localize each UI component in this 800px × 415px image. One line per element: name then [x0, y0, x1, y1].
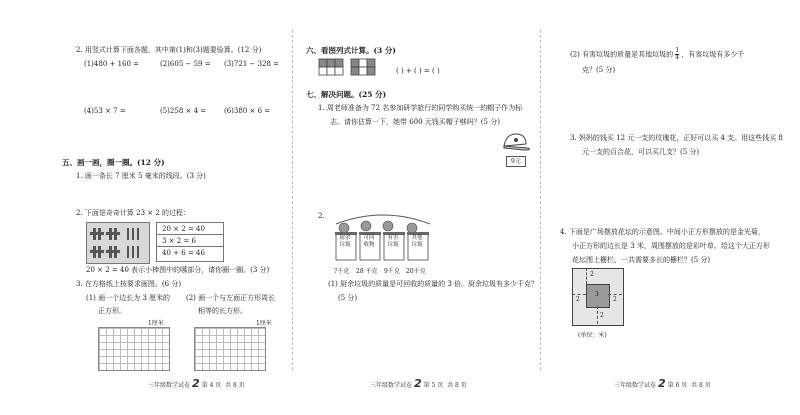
problem-4-line2: 小正方形的边长是 3 米，周围摆放的是彩叶草。给这个大正方形 [572, 242, 770, 250]
calc-note: 20 × 2 = 40 表示小棒图中的哪部分，请你圈一圈。(3 分) [86, 266, 270, 274]
problem-4-line3: 花坛围上栅栏，一共需要多长的栅栏？(5 分) [572, 256, 711, 264]
grid-scale-label: 1厘米 [256, 320, 272, 327]
q3-part1-line2: 正方形。 [98, 307, 126, 315]
bin-label-hazardous: 有害垃圾 [387, 235, 399, 248]
calc-item-5: (5)258 × 4 = [160, 107, 207, 115]
weight-other: 20千克 [406, 268, 426, 275]
question-5-1: 1. 画一条长 7 厘米 5 毫米的线段。(3 分) [76, 172, 206, 180]
footer-page: 第 4 页 [201, 382, 222, 389]
fraction-denominator: 4 [675, 54, 680, 61]
footer-total: 共 8 页 [691, 382, 711, 389]
question-5-2: 2. 下面是奇奇计算 23 × 2 的过程： [76, 209, 191, 217]
price-tag: 9元 [506, 156, 526, 167]
footer-total: 共 8 页 [225, 382, 245, 389]
footer-grade: 三年级数学试卷 [370, 382, 413, 389]
column-divider [292, 30, 293, 370]
grid-scale-label: 1厘米 [148, 320, 164, 327]
calc-item-2: (2)605 − 59 = [160, 60, 211, 68]
expression-blanks[interactable]: ( ) + ( ) = ( ) [396, 67, 440, 75]
dim-top: 2 [590, 271, 594, 278]
calc-step-3: 40 + 6 = 46 [162, 249, 205, 257]
grid-paper-2[interactable] [194, 327, 266, 371]
unit-note: (单位：米) [578, 332, 607, 339]
problem-2-1-line2: (5 分) [338, 294, 358, 302]
problem-3-line1: 3. 妈妈的钱买 12 元一支的玫瑰花，正好可以买 4 支。用这些钱买 8 [570, 134, 783, 142]
dim-inner: 3 [595, 291, 599, 298]
footer-paper-number: 2 [658, 377, 666, 390]
question-2-title: 2. 用竖式计算下面各题，其中第(1)和(3)题要验算。(12 分) [76, 46, 262, 54]
calc-item-6: (6)380 × 6 = [224, 107, 271, 115]
weight-kitchen: ?千克 [334, 268, 350, 275]
column-divider [540, 30, 541, 370]
question-5-3: 3. 在方格纸上按要求画图。(6 分) [76, 280, 182, 288]
grid-paper-1[interactable] [98, 327, 170, 371]
footer-grade: 三年级数学试卷 [614, 382, 657, 389]
sticks-bundles-icon [87, 223, 149, 263]
footer-grade: 三年级数学试卷 [148, 382, 191, 389]
section-6-heading: 六、看图列式计算。(3 分) [306, 46, 396, 55]
section-5-heading: 五、画一画，圈一圈。(12 分) [62, 158, 165, 167]
calc-item-4: (4)53 × 7 = [84, 107, 126, 115]
problem-2-2-text: (2) 有害垃圾的质量是其他垃圾的 [570, 50, 674, 59]
calc-process-box [156, 222, 224, 262]
problem-3-line2: 元一支的百合花，可以买几支？(5 分) [582, 148, 700, 156]
dim-left: 2 [576, 296, 580, 303]
fraction-one-quarter [675, 48, 679, 61]
bin-label-recyclable: 可回收物 [363, 235, 375, 248]
weight-hazardous: 9千克 [384, 268, 400, 275]
sticks-picture [86, 222, 150, 264]
calc-item-1: (1)480 + 160 = [84, 60, 140, 68]
calc-step-1: 20 × 2 = 40 [162, 225, 205, 233]
problem-2-1-line1: (1) 厨余垃圾的质量是可回收的质量的 3 倍。厨余垃圾有多少千克？ [328, 280, 539, 288]
calc-step-2: 3 × 2 = 6 [162, 237, 196, 245]
q3-part1-line1: (1) 画一个边长为 3 厘米的 [86, 294, 171, 302]
footer-paper-number: 2 [414, 377, 422, 390]
problem-1-line2: 志。请你估算一下，她带 600 元钱买帽子够吗？(5 分) [330, 118, 500, 126]
footer-page: 第 5 页 [423, 382, 444, 389]
problem-2-2-line1 [570, 48, 744, 61]
section-7-heading: 七、解决问题。(25 分) [306, 90, 387, 99]
problem-2-2-text-end: ，有害垃圾有多少千 [681, 50, 745, 59]
problem-2-number: 2. [318, 212, 325, 220]
q3-part2-line2: 相等的长方形。 [198, 307, 247, 315]
calc-item-3: (3)721 − 328 = [224, 60, 280, 68]
weight-recyclable: 28 千克 [356, 268, 378, 275]
problem-1-line1: 1. 周老师准备为 72 名参加研学旅行的同学购买统一的帽子作为标 [318, 104, 523, 112]
page-footer [370, 377, 467, 390]
bin-label-kitchen: 厨余垃圾 [339, 235, 351, 248]
footer-total: 共 8 页 [447, 382, 467, 389]
page-footer [614, 377, 711, 390]
footer-page: 第 6 页 [667, 382, 688, 389]
fraction-numerator: 1 [675, 47, 680, 54]
bin-label-other: 其他垃圾 [411, 235, 423, 248]
dim-right: 2 [613, 296, 617, 303]
problem-4-line1: 4. 下面是广场摆放花坛的示意图。中间小正方形摆放的是金光菊， [560, 228, 765, 236]
problem-2-2-line2: 克？(5 分) [582, 66, 616, 74]
shaded-squares-figure [318, 58, 390, 86]
footer-paper-number: 2 [192, 377, 200, 390]
page-footer [148, 377, 245, 390]
dim-bottom: 2 [600, 312, 604, 319]
q3-part2-line1: (2) 画一个与左面正方形周长 [186, 294, 276, 302]
